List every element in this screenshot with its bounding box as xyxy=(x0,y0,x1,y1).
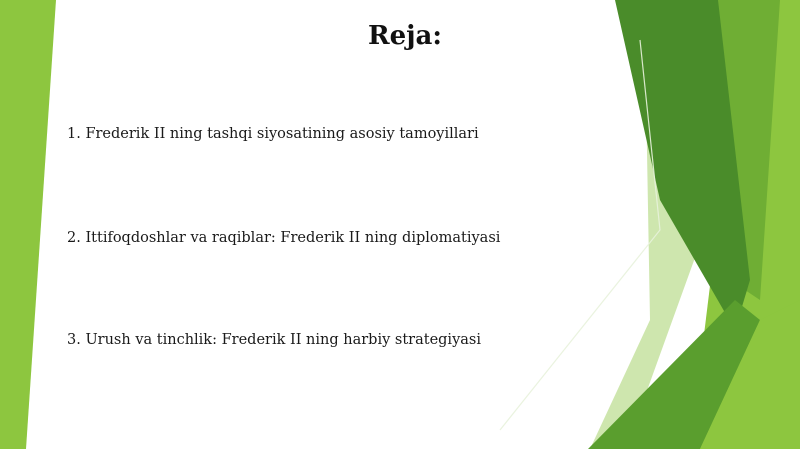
slide-title: Reja: xyxy=(367,21,442,51)
agenda-item-3: 3. Urush va tinchlik: Frederik II ning harbiy strategiyasi xyxy=(67,332,481,348)
agenda-item-1: 1. Frederik II ning tashqi siyosatining asosiy tamoyillari xyxy=(67,126,479,142)
agenda-item-2: 2. Ittifoqdoshlar va raqiblar: Frederik II ning diplomatiyasi xyxy=(67,230,501,246)
left-green-wedge xyxy=(0,0,56,449)
